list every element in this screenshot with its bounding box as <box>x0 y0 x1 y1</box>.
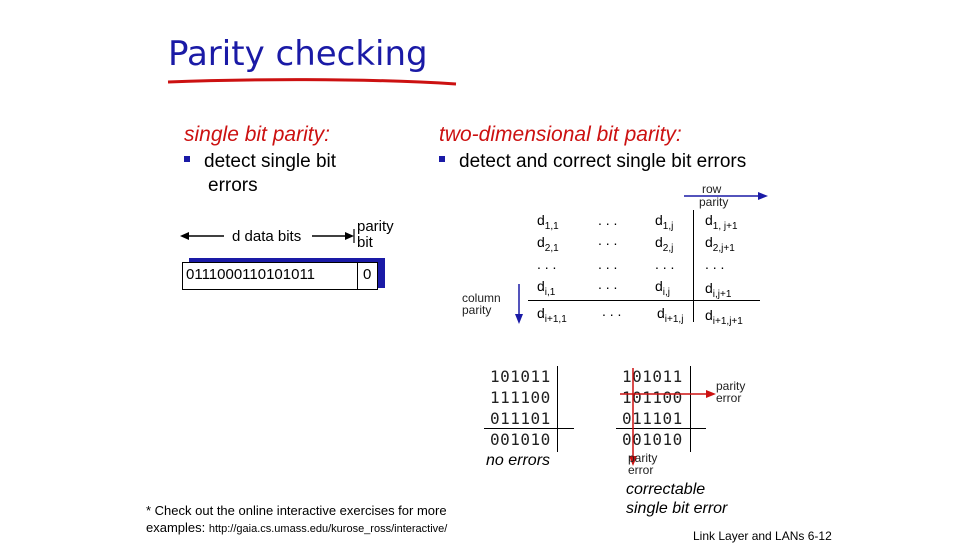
matrix-r3-dots-4: . . . <box>705 256 725 272</box>
no-error-grid <box>490 366 551 450</box>
row-parity-line1: row <box>702 182 722 196</box>
matrix-r2c1: $d_{2,1}$ <box>537 234 559 254</box>
footnote-line1: * Check out the online interactive exercises for more <box>146 503 447 518</box>
grid-row: 101100 <box>622 388 683 407</box>
no-errors-caption: no errors <box>486 452 551 469</box>
single-bit-bullet <box>184 151 336 173</box>
matrix-r2-dots: . . . <box>598 232 618 248</box>
bullet-square-icon <box>439 156 445 162</box>
parity-label-line1: parity <box>357 218 394 235</box>
bits-divider <box>357 262 358 290</box>
matrix-r4c3: $d_{i,j+1}$ <box>705 280 732 300</box>
matrix-r1c2: $d_{1,j}$ <box>655 212 674 232</box>
bullet-text: detect single bit <box>204 151 337 172</box>
matrix-r1-dots: . . . <box>598 212 618 228</box>
col-error-line1: parity <box>628 451 658 465</box>
matrix-r5c3: $d_{i+1,j+1}$ <box>705 307 743 327</box>
two-dim-parity-heading: two-dimensional bit parity: <box>439 123 682 146</box>
column-parity-line1: column <box>462 291 501 305</box>
parity-bit-label <box>357 219 394 251</box>
single-bit-parity-heading: single bit parity: <box>184 123 330 146</box>
grid-row: 101011 <box>490 367 551 386</box>
matrix-r1c3: $d_{1, j+1}$ <box>705 212 738 232</box>
column-parity-line2: parity <box>462 303 492 317</box>
footnote-link[interactable]: http://gaia.cs.umass.edu/kurose_ross/interactive/ <box>208 523 448 535</box>
matrix-r4c1: $d_{i,1}$ <box>537 278 556 298</box>
no-error-vrule <box>557 366 558 452</box>
matrix-r2c2: $d_{2,j}$ <box>655 234 674 254</box>
grid-row: 001010 <box>490 430 551 449</box>
d-data-bits-label: d data bits <box>232 228 302 245</box>
row-parity-label-2: parity <box>699 195 729 209</box>
matrix-vertical-rule <box>693 210 694 322</box>
matrix-r1c1: $d_{1,1}$ <box>537 212 559 232</box>
row-error-line2: error <box>716 391 742 405</box>
parity-bit-value: 0 <box>363 266 372 283</box>
matrix-horizontal-rule <box>528 300 760 301</box>
matrix-r5c1: $d_{i+1,1}$ <box>537 305 567 325</box>
row-parity-error-label <box>716 380 745 404</box>
footnote-prefix: examples: <box>146 520 209 535</box>
grid-row: 011101 <box>490 409 551 428</box>
col-error-line2: error <box>628 463 654 477</box>
grid-row: 111100 <box>490 388 551 407</box>
matrix-r5-dots: . . . <box>602 303 622 319</box>
matrix-r4c2: $d_{i,j}$ <box>655 278 671 298</box>
single-bit-bullet-cont: errors <box>208 175 258 196</box>
footnote-line2 <box>146 520 447 535</box>
matrix-r3-dots-3: . . . <box>655 256 675 272</box>
bullet-square-icon <box>184 156 190 162</box>
parity-label-line2: bit <box>357 234 373 251</box>
slide-footer: Link Layer and LANs 6-12 <box>693 529 832 543</box>
row-error-line1: parity <box>716 379 746 393</box>
two-dim-bullet <box>439 151 746 173</box>
column-parity-label <box>462 292 501 316</box>
col-parity-error-label <box>628 452 657 476</box>
matrix-r4-dots: . . . <box>598 276 618 292</box>
grid-row: 101011 <box>622 367 683 386</box>
column-parity-arrow <box>513 284 525 326</box>
bullet-text: detect and correct single bit errors <box>459 151 747 172</box>
matrix-r5c2: $d_{i+1,j}$ <box>657 305 684 325</box>
matrix-r2c3: $d_{2,j+1}$ <box>705 234 735 254</box>
single-bit-error-caption: single bit error <box>626 500 728 517</box>
title-underline <box>164 74 464 88</box>
grid-row: 001010 <box>622 430 683 449</box>
page-title: Parity checking <box>168 34 428 74</box>
matrix-r3-dots-2: . . . <box>598 256 618 272</box>
correctable-caption: correctable <box>626 481 706 498</box>
no-error-hrule <box>484 428 574 429</box>
matrix-r3-dots-1: . . . <box>537 256 557 272</box>
grid-row: 011101 <box>622 409 683 428</box>
data-bits-value: 0111000110101011 <box>186 266 316 283</box>
